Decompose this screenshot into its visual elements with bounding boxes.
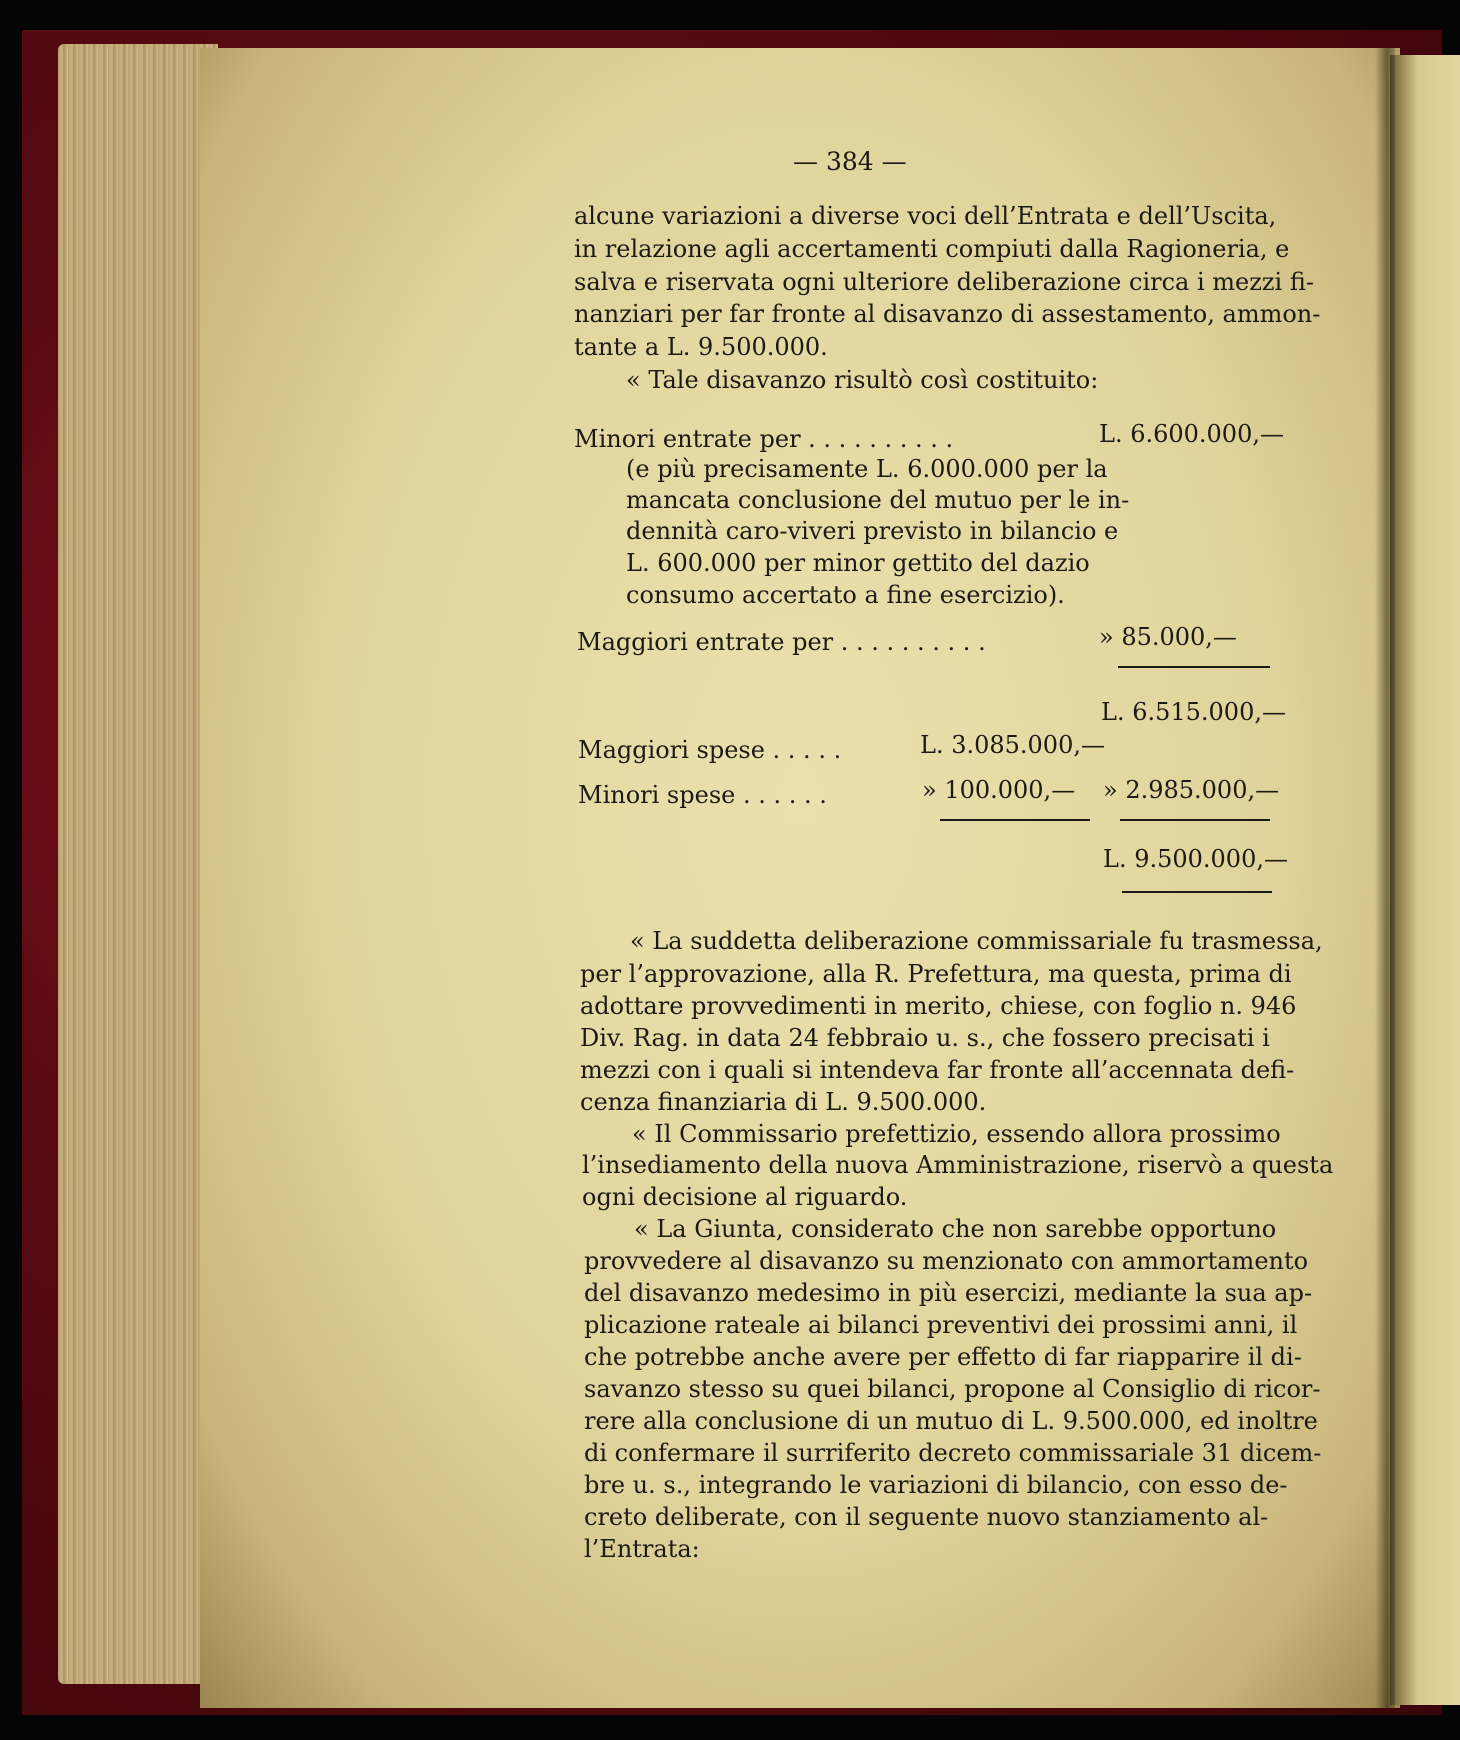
note-line: mancata conclusione del mutuo per le in- [626, 486, 1130, 514]
text-line: mezzi con i quali si intendeva far fronte all’accennata defi- [580, 1056, 1295, 1084]
minori-spese-label: Minori spese . . . . . . [578, 781, 827, 809]
text-line: salva e riservata ogni ulteriore deliberazione circa i mezzi fi- [574, 268, 1314, 296]
text-line: « Il Commissario prefettizio, essendo allora prossimo [632, 1120, 1281, 1148]
text-line: per l’approvazione, alla R. Prefettura, ma questa, prima di [580, 960, 1292, 988]
text-line: Div. Rag. in data 24 febbraio u. s., che fossero precisati i [580, 1024, 1270, 1052]
text-line: nanziari per far fronte al disavanzo di assestamento, ammon- [574, 300, 1321, 328]
text-line: l’insediamento della nuova Amministrazione, riservò a questa [582, 1151, 1334, 1179]
minori-entrate-value: L. 6.600.000,— [1099, 420, 1284, 448]
note-line: consumo accertato a fine esercizio). [626, 581, 1065, 609]
text-line: bre u. s., integrando le variazioni di bilancio, con esso de- [584, 1471, 1288, 1499]
text-line: adottare provvedimenti in merito, chiese, con foglio n. 946 [580, 992, 1297, 1020]
note-line: (e più precisamente L. 6.000.000 per la [626, 455, 1108, 483]
note-line: L. 600.000 per minor gettito del dazio [626, 549, 1090, 577]
text-line: tante a L. 9.500.000. [574, 333, 828, 361]
text-line: che potrebbe anche avere per effetto di far riapparire il di- [584, 1343, 1302, 1371]
text-line: « La suddetta deliberazione commissariale fu trasmessa, [630, 927, 1323, 955]
maggiori-spese-amount: L. 3.085.000,— [920, 731, 1105, 759]
total: L. 9.500.000,— [1103, 845, 1288, 873]
gutter-shadow [1375, 48, 1395, 1708]
text-line: rere alla conclusione di un mutuo di L. 9.500.000, ed inoltre [584, 1407, 1318, 1435]
rule [1122, 891, 1272, 893]
text-line: plicazione rateale ai bilanci preventivi dei prossimi anni, il [584, 1311, 1298, 1339]
text-line: del disavanzo medesimo in più esercizi, mediante la sua ap- [584, 1279, 1313, 1307]
rule [940, 819, 1090, 821]
rule [1118, 666, 1270, 668]
minori-spese-amount: » 100.000,— [922, 776, 1076, 804]
text-line: di confermare il surriferito decreto commissariale 31 dicem- [584, 1439, 1322, 1467]
page-edges [58, 44, 218, 1684]
text-line: l’Entrata: [584, 1535, 700, 1563]
facing-page [1390, 55, 1460, 1705]
text-line: cenza finanziaria di L. 9.500.000. [580, 1088, 987, 1116]
text-line: ogni decisione al riguardo. [582, 1183, 908, 1211]
spese-net: » 2.985.000,— [1103, 776, 1280, 804]
text-line: « La Giunta, considerato che non sarebbe opportuno [634, 1215, 1277, 1243]
maggiori-spese-label: Maggiori spese . . . . . [578, 736, 842, 764]
text-line: creto deliberate, con il seguente nuovo stanziamento al- [584, 1503, 1269, 1531]
page-number: — 384 — [793, 147, 907, 176]
text-line: « Tale disavanzo risultò così costituito: [626, 366, 1099, 394]
rule [1120, 819, 1270, 821]
text-line: alcune variazioni a diverse voci dell’Entrata e dell’Uscita, [574, 202, 1277, 230]
text-line: savanzo stesso su quei bilanci, propone al Consiglio di ricor- [584, 1375, 1321, 1403]
subtotal: L. 6.515.000,— [1101, 698, 1286, 726]
minori-entrate-label: Minori entrate per . . . . . . . . . . [574, 425, 954, 453]
text-line: provvedere al disavanzo su menzionato con ammortamento [584, 1247, 1309, 1275]
text-line: in relazione agli accertamenti compiuti dalla Ragioneria, e [574, 235, 1290, 263]
note-line: dennità caro-viveri previsto in bilancio e [626, 517, 1119, 545]
maggiori-entrate-label: Maggiori entrate per . . . . . . . . . . [577, 628, 986, 656]
maggiori-entrate-value: » 85.000,— [1099, 623, 1237, 651]
